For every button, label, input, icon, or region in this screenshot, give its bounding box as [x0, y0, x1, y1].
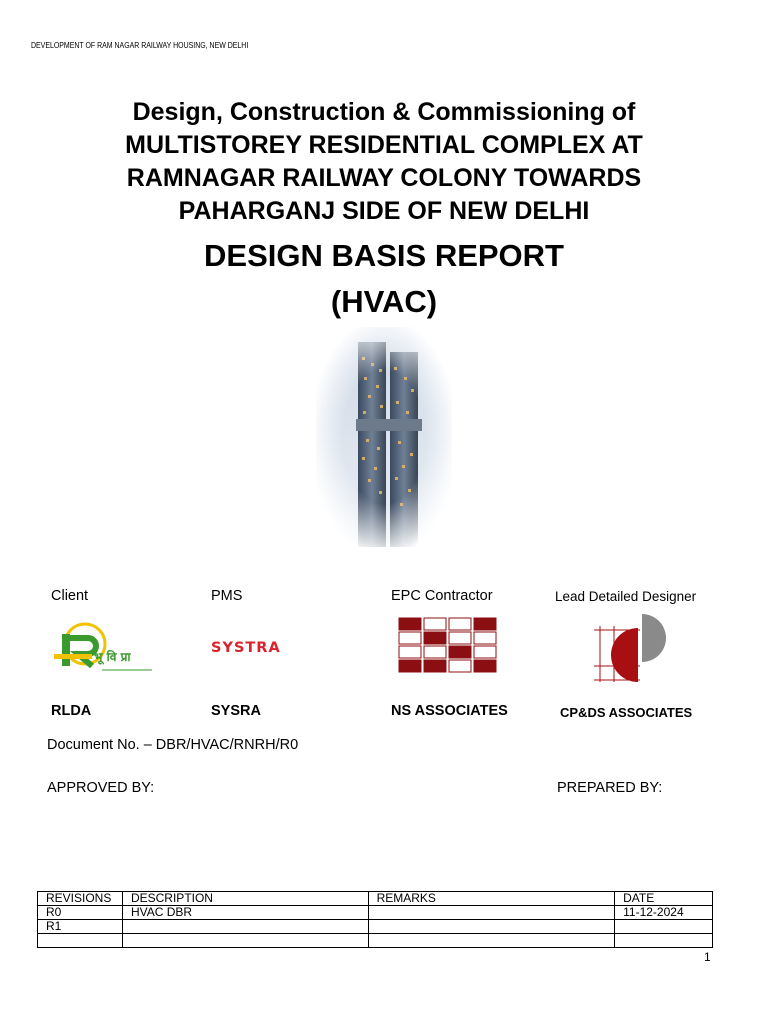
report-subtitle: (HVAC) — [330, 284, 438, 319]
epc-contractor-label: EPC Contractor — [391, 588, 493, 604]
epc-contractor-name: NS ASSOCIATES — [391, 703, 508, 719]
cpds-logo — [592, 612, 674, 684]
table-cell — [122, 934, 368, 948]
table-cell — [122, 920, 368, 934]
column-header: DATE — [615, 892, 713, 906]
table-cell: R0 — [38, 906, 123, 920]
table-row — [38, 920, 713, 934]
table-cell: 11-12-2024 — [615, 906, 713, 920]
table-cell — [368, 906, 615, 920]
table-header-row — [38, 892, 713, 906]
revisions-table — [37, 891, 713, 948]
systra-logo: SYSTRA — [211, 640, 281, 656]
table-row — [38, 906, 713, 920]
table-cell: HVAC DBR — [122, 906, 368, 920]
project-title — [0, 96, 768, 228]
page-number: 1 — [704, 950, 711, 964]
title-line: Design, Construction & Commissioning of — [132, 98, 636, 126]
client-name: RLDA — [51, 703, 92, 719]
column-header: DESCRIPTION — [122, 892, 368, 906]
pms-label: PMS — [211, 588, 243, 604]
column-header: REMARKS — [368, 892, 615, 906]
lead-designer-label: Lead Detailed Designer — [555, 589, 697, 604]
ns-associates-grid-logo — [398, 617, 498, 674]
table-row — [38, 934, 713, 948]
title-line: RAMNAGAR RAILWAY COLONY TOWARDS — [126, 164, 642, 192]
document-header: DEVELOPMENT OF RAM NAGAR RAILWAY HOUSING, NEW DELHI — [31, 40, 249, 50]
client-label: Client — [51, 588, 89, 604]
prepared-by-label: PREPARED BY: — [557, 780, 663, 796]
table-cell — [615, 934, 713, 948]
approved-by-label: APPROVED BY: — [47, 780, 155, 796]
pms-name: SYSRA — [211, 703, 261, 719]
report-title: DESIGN BASIS REPORT — [204, 238, 564, 273]
table-cell — [38, 934, 123, 948]
lead-designer-name: CP&DS ASSOCIATES — [560, 705, 693, 720]
table-cell — [368, 934, 615, 948]
rlda-logo-text: भू वि प्रा — [94, 650, 131, 664]
column-header: REVISIONS — [38, 892, 123, 906]
title-line: MULTISTOREY RESIDENTIAL COMPLEX AT — [125, 131, 643, 159]
building-image — [316, 327, 452, 547]
table-cell — [615, 920, 713, 934]
title-line: PAHARGANJ SIDE OF NEW DELHI — [178, 197, 590, 225]
rlda-logo — [52, 620, 154, 680]
table-cell: R1 — [38, 920, 123, 934]
document-number: Document No. – DBR/HVAC/RNRH/R0 — [47, 737, 299, 753]
table-cell — [368, 920, 615, 934]
